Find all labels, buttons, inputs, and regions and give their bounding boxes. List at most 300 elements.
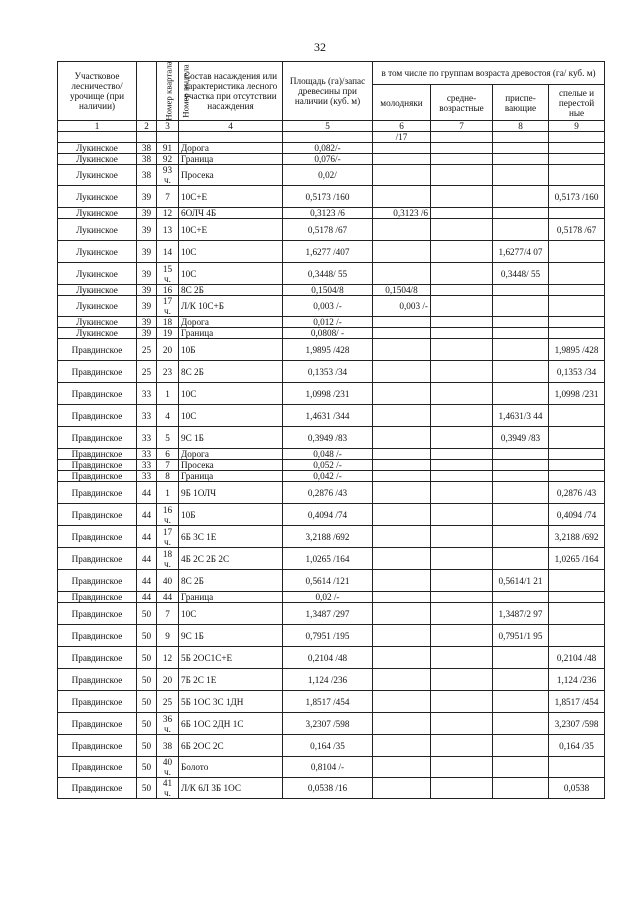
cell-forestry: Правдинское: [58, 383, 137, 405]
cell-forestry: Правдинское: [58, 504, 137, 526]
column-number: 1: [58, 121, 137, 132]
cell-composition: 10С+Е: [179, 219, 283, 241]
cell-allotment: 44: [157, 592, 179, 603]
cell-middle: [431, 669, 493, 691]
cell-mature: [549, 296, 605, 317]
header-age-groups: в том числе по группам возраста древостоя (га/ куб. м): [373, 62, 605, 85]
cell-maturing: 1,6277/4 07: [493, 241, 549, 263]
cell-middle: [431, 603, 493, 625]
cell-forestry: Правдинское: [58, 449, 137, 460]
cell-mature: [549, 460, 605, 471]
forest-table: [57, 61, 605, 799]
cell-young: [373, 186, 431, 208]
cell-mature: [549, 317, 605, 328]
cell-maturing: [493, 208, 549, 219]
column-number: 2: [137, 121, 157, 132]
cell-mature: 0,5178 /67: [549, 219, 605, 241]
cell-forestry: Правдинское: [58, 482, 137, 504]
cell-middle: [431, 219, 493, 241]
cell-area: 3,2188 /692: [283, 526, 373, 548]
header-mature: спелые и перестой ные: [549, 85, 605, 121]
cell-forestry: Правдинское: [58, 526, 137, 548]
table-row: [58, 317, 605, 328]
table-row: [58, 691, 605, 713]
cell-quarter: 50: [137, 647, 157, 669]
cell-allotment: 93 ч.: [157, 165, 179, 186]
cell-allotment: 12: [157, 208, 179, 219]
cell-composition: 8С 2Б: [179, 570, 283, 592]
cell-forestry: Лукинское: [58, 219, 137, 241]
column-number: 3: [157, 121, 179, 132]
cell-quarter: 44: [137, 570, 157, 592]
table-row: [58, 339, 605, 361]
cell-young: [373, 778, 431, 799]
table-row: [58, 405, 605, 427]
cell-mature: 3,2307 /598: [549, 713, 605, 735]
cell-composition: 9Б 1ОЛЧ: [179, 482, 283, 504]
cell-maturing: [493, 165, 549, 186]
cell-mature: [549, 757, 605, 778]
cell-quarter: 25: [137, 361, 157, 383]
cell-mature: 0,4094 /74: [549, 504, 605, 526]
cell-middle: [431, 691, 493, 713]
cell-forestry: Правдинское: [58, 592, 137, 603]
cell-composition: 6ОЛЧ 4Б: [179, 208, 283, 219]
header-allotment: Номер выдела: [157, 62, 179, 121]
cell-middle: [431, 285, 493, 296]
table-row: [58, 757, 605, 778]
cell-area: 0,3123 /6: [283, 208, 373, 219]
cell-middle: [431, 757, 493, 778]
table-row: [58, 263, 605, 285]
cell-area: 0,3949 /83: [283, 427, 373, 449]
cell-composition: 10С: [179, 405, 283, 427]
cell-allotment: 7: [157, 186, 179, 208]
table-row: [58, 713, 605, 735]
cell-allotment: 13: [157, 219, 179, 241]
cell-forestry: Правдинское: [58, 460, 137, 471]
column-number: 6: [373, 121, 431, 132]
cell-composition: Просека: [179, 460, 283, 471]
cell-composition: Дорога: [179, 143, 283, 154]
header-middle: средне-возрастные: [431, 85, 493, 121]
cell-maturing: [493, 186, 549, 208]
cell-young: [373, 383, 431, 405]
cell-mature: 1,9895 /428: [549, 339, 605, 361]
cell-maturing: [493, 691, 549, 713]
cell-quarter: [137, 132, 157, 143]
cell-middle: [431, 165, 493, 186]
cell-young: [373, 647, 431, 669]
cell-allotment: 40 ч.: [157, 757, 179, 778]
cell-area: 0,2104 /48: [283, 647, 373, 669]
cell-area: 0,1353 /34: [283, 361, 373, 383]
cell-maturing: [493, 383, 549, 405]
cell-forestry: Правдинское: [58, 548, 137, 570]
cell-quarter: 38: [137, 154, 157, 165]
cell-area: 0,0808/ -: [283, 328, 373, 339]
cell-mature: [549, 603, 605, 625]
cell-area: 1,0265 /164: [283, 548, 373, 570]
cell-middle: [431, 143, 493, 154]
cell-area: 0,003 /-: [283, 296, 373, 317]
cell-area: 0,5614 /121: [283, 570, 373, 592]
cell-mature: 3,2188 /692: [549, 526, 605, 548]
cell-maturing: [493, 132, 549, 143]
cell-area: 0,042 /-: [283, 471, 373, 482]
cell-area: 0,164 /35: [283, 735, 373, 757]
cell-middle: [431, 504, 493, 526]
cell-area: 0,082/-: [283, 143, 373, 154]
cell-allotment: 7: [157, 460, 179, 471]
table-row: [58, 383, 605, 405]
cell-young: [373, 735, 431, 757]
cell-mature: [549, 570, 605, 592]
cell-maturing: [493, 460, 549, 471]
cell-allotment: 15 ч.: [157, 263, 179, 285]
table-row: [58, 154, 605, 165]
cell-allotment: 23: [157, 361, 179, 383]
cell-composition: 10С: [179, 603, 283, 625]
table-row: [58, 471, 605, 482]
cell-area: 1,124 /236: [283, 669, 373, 691]
cell-composition: 7Б 2С 1Е: [179, 669, 283, 691]
cell-area: 1,3487 /297: [283, 603, 373, 625]
cell-allotment: 18 ч.: [157, 548, 179, 570]
cell-forestry: Правдинское: [58, 471, 137, 482]
cell-allotment: [157, 132, 179, 143]
cell-middle: [431, 383, 493, 405]
column-number: 7: [431, 121, 493, 132]
cell-young: [373, 548, 431, 570]
cell-middle: [431, 186, 493, 208]
cell-quarter: 33: [137, 427, 157, 449]
cell-maturing: [493, 482, 549, 504]
cell-forestry: Правдинское: [58, 603, 137, 625]
table-row: [58, 625, 605, 647]
cell-young: [373, 691, 431, 713]
cell-middle: [431, 735, 493, 757]
cell-composition: Граница: [179, 471, 283, 482]
table-row: [58, 526, 605, 548]
cell-young: [373, 427, 431, 449]
cell-young: [373, 165, 431, 186]
table-row: [58, 735, 605, 757]
cell-quarter: 50: [137, 735, 157, 757]
cell-maturing: [493, 592, 549, 603]
cell-quarter: 39: [137, 208, 157, 219]
cell-allotment: 17 ч.: [157, 296, 179, 317]
cell-maturing: [493, 713, 549, 735]
cell-young: [373, 471, 431, 482]
cell-allotment: 18: [157, 317, 179, 328]
cell-forestry: Лукинское: [58, 208, 137, 219]
table-row: [58, 165, 605, 186]
cell-area: 1,9895 /428: [283, 339, 373, 361]
cell-quarter: 33: [137, 383, 157, 405]
cell-maturing: [493, 361, 549, 383]
cell-quarter: 33: [137, 449, 157, 460]
cell-allotment: 16: [157, 285, 179, 296]
cell-quarter: 38: [137, 143, 157, 154]
table-row: [58, 482, 605, 504]
cell-quarter: 44: [137, 592, 157, 603]
cell-area: 0,02/: [283, 165, 373, 186]
cell-middle: [431, 427, 493, 449]
page-number: 32: [314, 40, 326, 54]
cell-forestry: [58, 132, 137, 143]
cell-area: 1,8517 /454: [283, 691, 373, 713]
cell-allotment: 5: [157, 427, 179, 449]
cell-quarter: 39: [137, 285, 157, 296]
cell-quarter: 44: [137, 504, 157, 526]
cell-allotment: 38: [157, 735, 179, 757]
cell-allotment: 6: [157, 449, 179, 460]
cell-middle: [431, 154, 493, 165]
cell-forestry: Правдинское: [58, 427, 137, 449]
column-number: 8: [493, 121, 549, 132]
cell-forestry: Лукинское: [58, 263, 137, 285]
cell-mature: 0,5173 /160: [549, 186, 605, 208]
cell-mature: [549, 427, 605, 449]
table-row: [58, 285, 605, 296]
cell-forestry: Правдинское: [58, 570, 137, 592]
cell-mature: [549, 143, 605, 154]
cell-composition: Дорога: [179, 449, 283, 460]
cell-area: 0,2876 /43: [283, 482, 373, 504]
cell-maturing: 1,4631/3 44: [493, 405, 549, 427]
cell-composition: 5Б 2ОС1С+Е: [179, 647, 283, 669]
cell-area: 0,3448/ 55: [283, 263, 373, 285]
cell-area: 1,6277 /407: [283, 241, 373, 263]
cell-young: [373, 592, 431, 603]
cell-maturing: [493, 339, 549, 361]
cell-composition: 8С 2Б: [179, 285, 283, 296]
cell-young: 0,003 /-: [373, 296, 431, 317]
cell-forestry: Правдинское: [58, 778, 137, 799]
cell-composition: Граница: [179, 328, 283, 339]
cell-quarter: 38: [137, 165, 157, 186]
cell-maturing: 0,3949 /83: [493, 427, 549, 449]
table-row: [58, 143, 605, 154]
cell-area: 0,048 /-: [283, 449, 373, 460]
cell-composition: 9С 1Б: [179, 625, 283, 647]
cell-mature: [549, 405, 605, 427]
table-row: [58, 460, 605, 471]
cell-composition: 10С: [179, 263, 283, 285]
cell-young: [373, 669, 431, 691]
cell-middle: [431, 647, 493, 669]
cell-allotment: 8: [157, 471, 179, 482]
table-row: [58, 186, 605, 208]
cell-young: [373, 263, 431, 285]
cell-forestry: Лукинское: [58, 165, 137, 186]
cell-quarter: 33: [137, 460, 157, 471]
cell-maturing: [493, 285, 549, 296]
cell-quarter: 39: [137, 263, 157, 285]
cell-maturing: [493, 296, 549, 317]
cell-maturing: 0,5614/1 21: [493, 570, 549, 592]
cell-composition: 10С: [179, 241, 283, 263]
cell-composition: 10С+Е: [179, 186, 283, 208]
cell-mature: [549, 328, 605, 339]
cell-forestry: Правдинское: [58, 735, 137, 757]
cell-young: 0,3123 /6: [373, 208, 431, 219]
cell-composition: [179, 132, 283, 143]
cell-middle: [431, 460, 493, 471]
table-row: [58, 669, 605, 691]
cell-young: [373, 603, 431, 625]
cell-quarter: 39: [137, 317, 157, 328]
cell-quarter: 39: [137, 296, 157, 317]
cell-composition: Л/К 10С+Б: [179, 296, 283, 317]
cell-quarter: 44: [137, 526, 157, 548]
cell-young: [373, 504, 431, 526]
cell-allotment: 40: [157, 570, 179, 592]
cell-area: 0,5173 /160: [283, 186, 373, 208]
cell-quarter: 39: [137, 186, 157, 208]
table-row: [58, 427, 605, 449]
cell-allotment: 91: [157, 143, 179, 154]
cell-area: 0,0538 /16: [283, 778, 373, 799]
cell-quarter: 50: [137, 713, 157, 735]
cell-mature: [549, 208, 605, 219]
cell-allotment: 12: [157, 647, 179, 669]
table-row: [58, 208, 605, 219]
cell-composition: Л/К 6Л 3Б 1ОС: [179, 778, 283, 799]
cell-mature: [549, 132, 605, 143]
cell-forestry: Правдинское: [58, 757, 137, 778]
cell-middle: [431, 592, 493, 603]
table-row: [58, 328, 605, 339]
cell-middle: [431, 296, 493, 317]
table-row: [58, 504, 605, 526]
header-young: молодняки: [373, 85, 431, 121]
cell-maturing: [493, 778, 549, 799]
cell-allotment: 1: [157, 482, 179, 504]
cell-quarter: 39: [137, 328, 157, 339]
cell-area: [283, 132, 373, 143]
cell-mature: 0,0538: [549, 778, 605, 799]
table-row: [58, 361, 605, 383]
cell-forestry: Лукинское: [58, 285, 137, 296]
table-row: [58, 592, 605, 603]
cell-forestry: Правдинское: [58, 405, 137, 427]
cell-middle: [431, 482, 493, 504]
cell-young: [373, 713, 431, 735]
cell-quarter: 50: [137, 691, 157, 713]
cell-mature: [549, 263, 605, 285]
header-quarter: Номер квартала: [137, 62, 157, 121]
cell-middle: [431, 713, 493, 735]
cell-forestry: Правдинское: [58, 713, 137, 735]
cell-area: 0,5178 /67: [283, 219, 373, 241]
cell-composition: Просека: [179, 165, 283, 186]
cell-forestry: Правдинское: [58, 669, 137, 691]
cell-middle: [431, 339, 493, 361]
cell-quarter: 50: [137, 757, 157, 778]
cell-middle: [431, 132, 493, 143]
cell-composition: 8С 2Б: [179, 361, 283, 383]
cell-young: [373, 757, 431, 778]
cell-young: 0,1504/8: [373, 285, 431, 296]
cell-composition: Граница: [179, 592, 283, 603]
cell-middle: [431, 328, 493, 339]
cell-young: [373, 339, 431, 361]
cell-allotment: 17 ч.: [157, 526, 179, 548]
cell-maturing: [493, 548, 549, 570]
table-row: [58, 241, 605, 263]
cell-forestry: Лукинское: [58, 296, 137, 317]
cell-quarter: 44: [137, 548, 157, 570]
cell-composition: Болото: [179, 757, 283, 778]
cell-area: 0,8104 /-: [283, 757, 373, 778]
cell-mature: 1,0998 /231: [549, 383, 605, 405]
cell-forestry: Правдинское: [58, 625, 137, 647]
cell-maturing: [493, 504, 549, 526]
cell-area: 1,4631 /344: [283, 405, 373, 427]
header-forestry: Участковое лесничество/ урочище (при наличии): [58, 62, 137, 121]
cell-mature: 0,1353 /34: [549, 361, 605, 383]
table-row: [58, 603, 605, 625]
cell-composition: 5Б 1ОС 3С 1ДН: [179, 691, 283, 713]
cell-middle: [431, 263, 493, 285]
cell-middle: [431, 449, 493, 460]
cell-composition: 9С 1Б: [179, 427, 283, 449]
cell-middle: [431, 208, 493, 219]
cell-maturing: [493, 449, 549, 460]
cell-maturing: [493, 735, 549, 757]
cell-quarter: 25: [137, 339, 157, 361]
cell-quarter: 39: [137, 219, 157, 241]
cell-allotment: 36 ч.: [157, 713, 179, 735]
cell-maturing: [493, 328, 549, 339]
cell-area: 0,012 /-: [283, 317, 373, 328]
cell-area: 0,052 /-: [283, 460, 373, 471]
cell-quarter: 50: [137, 625, 157, 647]
cell-mature: [549, 165, 605, 186]
cell-mature: 1,0265 /164: [549, 548, 605, 570]
cell-mature: [549, 285, 605, 296]
table-row: [58, 548, 605, 570]
header-area: Площадь (га)/запас древесины при наличии (куб. м): [283, 62, 373, 121]
cell-allotment: 19: [157, 328, 179, 339]
header-maturing: приспе-вающие: [493, 85, 549, 121]
header-composition: Состав насаждения или характеристика лесного участка при отсутствии насаждения: [179, 62, 283, 121]
table-row: [58, 449, 605, 460]
table-row: [58, 647, 605, 669]
cell-area: 3,2307 /598: [283, 713, 373, 735]
cell-allotment: 20: [157, 669, 179, 691]
cell-area: 0,076/-: [283, 154, 373, 165]
cell-composition: 6Б 3С 1Е: [179, 526, 283, 548]
cell-middle: [431, 548, 493, 570]
cell-young: [373, 317, 431, 328]
cell-maturing: [493, 143, 549, 154]
table-row: [58, 778, 605, 799]
cell-maturing: [493, 647, 549, 669]
cell-mature: 0,164 /35: [549, 735, 605, 757]
cell-middle: [431, 241, 493, 263]
table-row: [58, 296, 605, 317]
cell-mature: [549, 241, 605, 263]
cell-composition: 10Б: [179, 339, 283, 361]
cell-composition: Дорога: [179, 317, 283, 328]
cell-young: [373, 219, 431, 241]
cell-young: [373, 482, 431, 504]
cell-young: [373, 460, 431, 471]
table-row: [58, 570, 605, 592]
